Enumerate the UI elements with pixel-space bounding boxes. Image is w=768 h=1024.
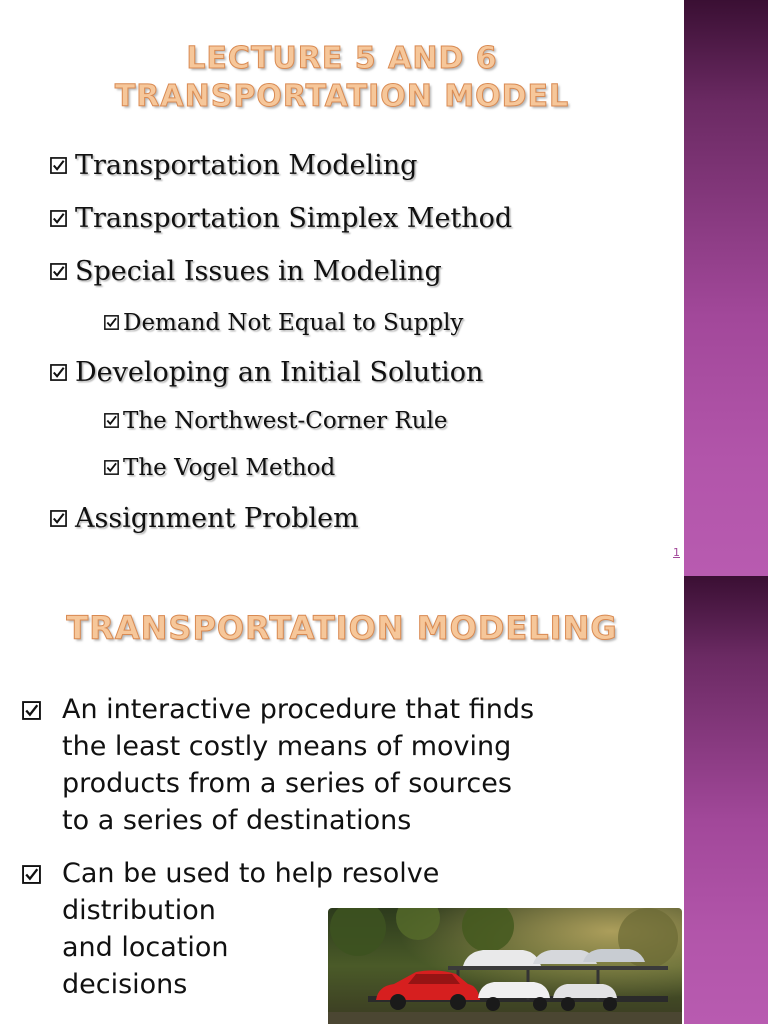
checkbox-checked-icon <box>50 210 67 227</box>
sub-bullet-item <box>104 455 335 481</box>
paragraph-line: An interactive procedure that finds <box>62 694 535 725</box>
checkbox-checked-icon <box>50 364 67 381</box>
slide-title: TRANSPORTATION MODELING <box>66 609 618 647</box>
checkbox-checked-icon <box>50 157 67 174</box>
bullet-item <box>50 150 417 181</box>
paragraph-line: to a series of destinations <box>62 805 412 836</box>
bullet-text: Assignment Problem <box>75 503 359 534</box>
checkbox-checked-icon <box>104 315 119 330</box>
bullet-text: Special Issues in Modeling <box>75 256 442 287</box>
sub-bullet-item <box>104 408 447 434</box>
paragraph-line: the least costly means of moving <box>62 731 512 762</box>
paragraph-line: Can be used to help resolve <box>62 858 440 889</box>
checkbox-checked-icon <box>50 510 67 527</box>
bullet-text: The Northwest-Corner Rule <box>123 408 448 434</box>
checkbox-checked-icon <box>22 701 41 720</box>
bullet-text: Developing an Initial Solution <box>75 357 484 388</box>
title-line-2: TRANSPORTATION MODEL <box>114 79 570 114</box>
checkbox-checked-icon <box>104 413 119 428</box>
bullet-text: Demand Not Equal to Supply <box>123 310 464 336</box>
car-carrier-photo <box>328 908 682 1024</box>
sub-bullet-item <box>104 310 463 336</box>
bullet-text: Transportation Modeling <box>75 150 418 181</box>
bullet-item <box>50 256 442 287</box>
bullet-item <box>50 503 359 534</box>
paragraph-line: products from a series of sources <box>62 768 512 799</box>
slide-number-link[interactable]: 1 <box>673 546 680 559</box>
slide-accent-bar <box>684 0 768 576</box>
checkbox-checked-icon <box>50 263 67 280</box>
bullet-text: The Vogel Method <box>123 455 336 481</box>
paragraph-bullet <box>22 691 662 839</box>
paragraph-line: decisions <box>62 969 188 1000</box>
paragraph-line: distribution <box>62 895 216 926</box>
bullet-item <box>50 357 483 388</box>
slide-title <box>0 40 684 116</box>
bullet-text: Transportation Simplex Method <box>75 203 513 234</box>
checkbox-checked-icon <box>22 865 41 884</box>
title-line-1: LECTURE 5 AND 6 <box>186 41 498 76</box>
paragraph-line: and location <box>62 932 229 963</box>
checkbox-checked-icon <box>104 460 119 475</box>
bullet-item <box>50 203 512 234</box>
car-carrier-illustration <box>328 908 682 1024</box>
slide-accent-bar <box>684 576 768 1024</box>
